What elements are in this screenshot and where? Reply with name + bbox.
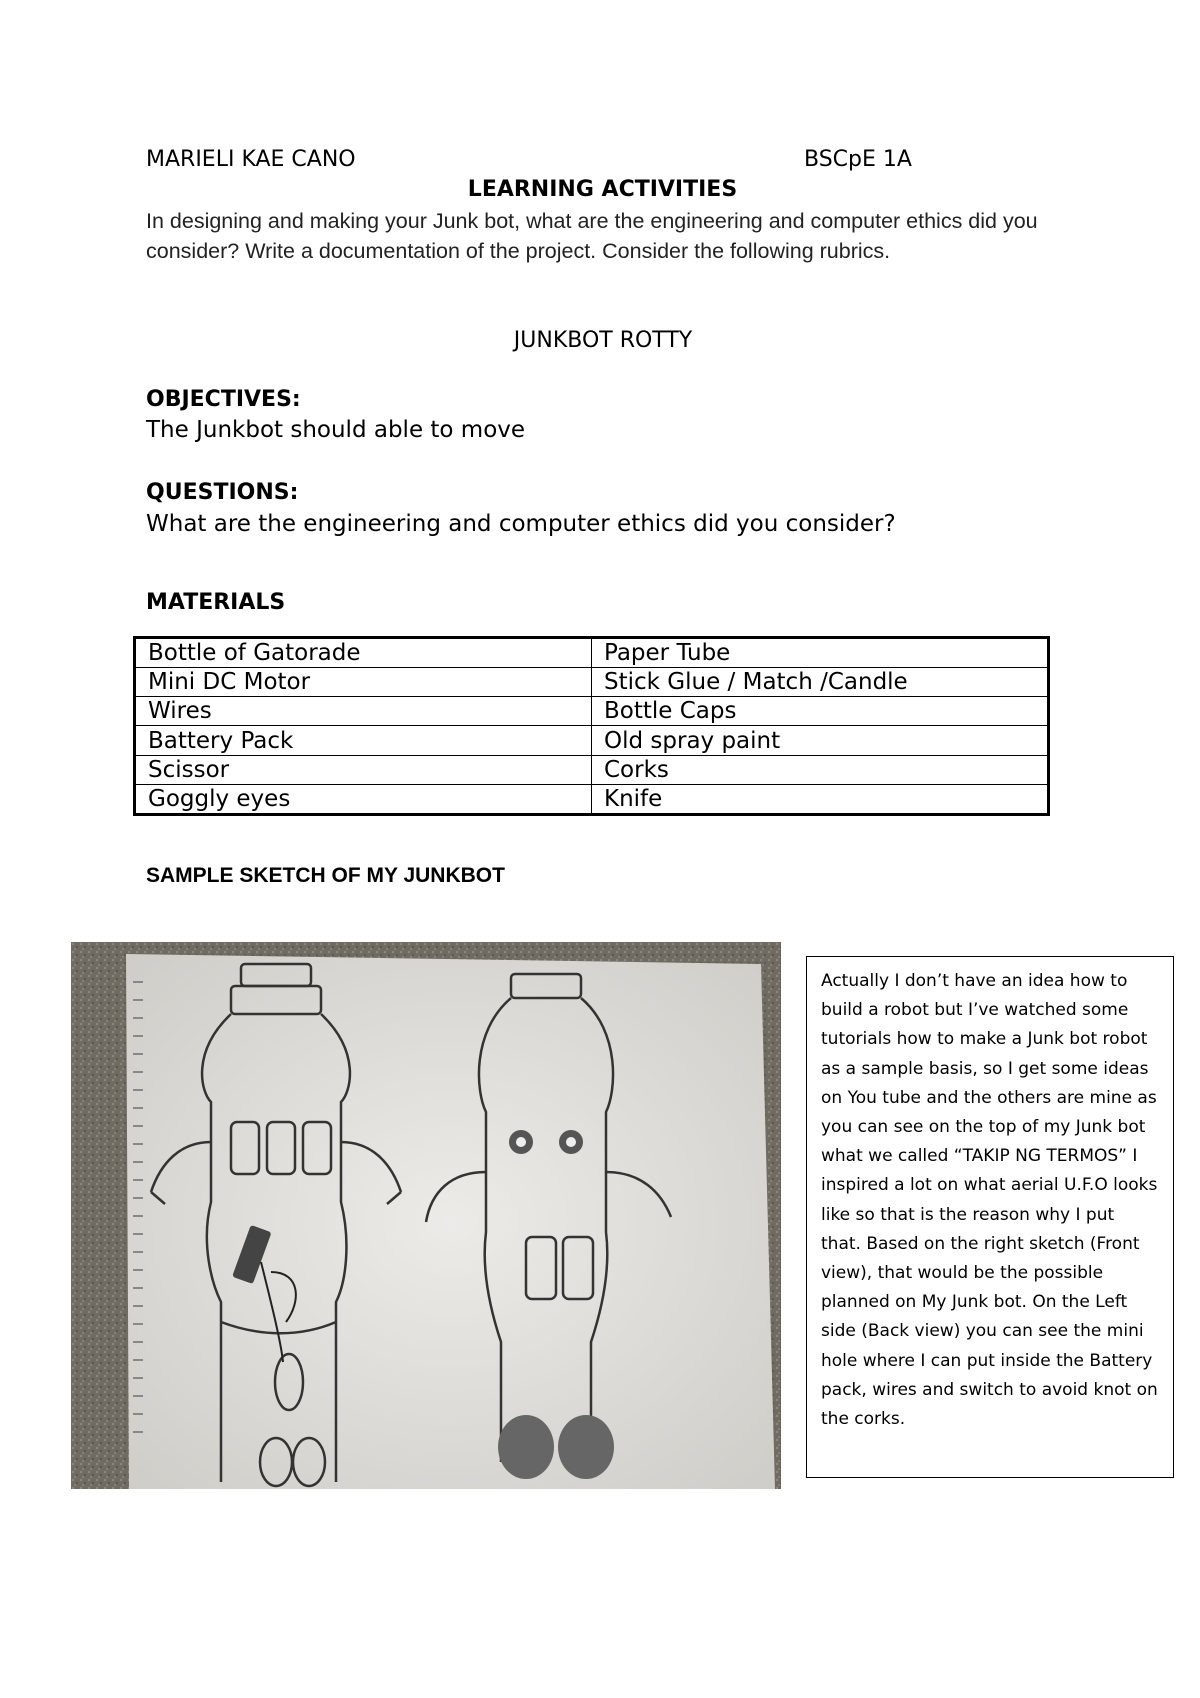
material-cell-right: Stick Glue / Match /Candle (592, 668, 1048, 697)
table-row (136, 639, 1048, 668)
page-heading: LEARNING ACTIVITIES (467, 177, 738, 202)
table-row (136, 697, 1048, 726)
project-title: JUNKBOT ROTTY (513, 328, 693, 353)
materials-table (133, 636, 1050, 816)
questions-text: What are the engineering and computer ethics did you consider? (146, 511, 896, 537)
objectives-heading: OBJECTIVES: (146, 387, 301, 412)
material-cell-left: Goggly eyes (136, 784, 592, 813)
course-label: BSCpE 1A (804, 147, 912, 172)
table-row (136, 726, 1048, 755)
material-cell-right: Old spray paint (592, 726, 1048, 755)
material-cell-right: Bottle Caps (592, 697, 1048, 726)
sketch-heading: SAMPLE SKETCH OF MY JUNKBOT (146, 864, 505, 887)
materials-heading: MATERIALS (146, 590, 286, 615)
table-row (136, 784, 1048, 813)
material-cell-left: Bottle of Gatorade (136, 639, 592, 668)
instructions-text: In designing and making your Junk bot, what are the engineering and computer ethics did you consider? Write a documentation of the project. Consider the following rubrics. (146, 209, 1038, 263)
questions-heading: QUESTIONS: (146, 480, 299, 505)
material-cell-right: Paper Tube (592, 639, 1048, 668)
material-cell-right: Corks (592, 755, 1048, 784)
sketch-note-text: Actually I don’t have an idea how to build a robot but I’ve watched some tutorials how to make a Junk bot robot as a sample basis, so I get some ideas on You tube and the others are mine as you can see on the top of my Junk bot what we called “TAKIP NG TERMOS” I inspired a lot on what aerial U.F.O looks like so that is the reason why I put that. Based on the right sketch (Front view), that would be the possible planned on My Junk bot. On the Left side (Back view) you can see the mini hole where I can put inside the Battery pack, wires and switch to avoid knot on the corks. (821, 971, 1158, 1430)
junkbot-sketch-photo (71, 942, 781, 1489)
table-row (136, 668, 1048, 697)
material-cell-left: Mini DC Motor (136, 668, 592, 697)
sketch-note-box (806, 956, 1174, 1478)
material-cell-left: Battery Pack (136, 726, 592, 755)
material-cell-left: Scissor (136, 755, 592, 784)
material-cell-left: Wires (136, 697, 592, 726)
student-name: MARIELI KAE CANO (146, 147, 356, 172)
objectives-text: The Junkbot should able to move (146, 417, 526, 443)
material-cell-right: Knife (592, 784, 1048, 813)
table-row (136, 755, 1048, 784)
